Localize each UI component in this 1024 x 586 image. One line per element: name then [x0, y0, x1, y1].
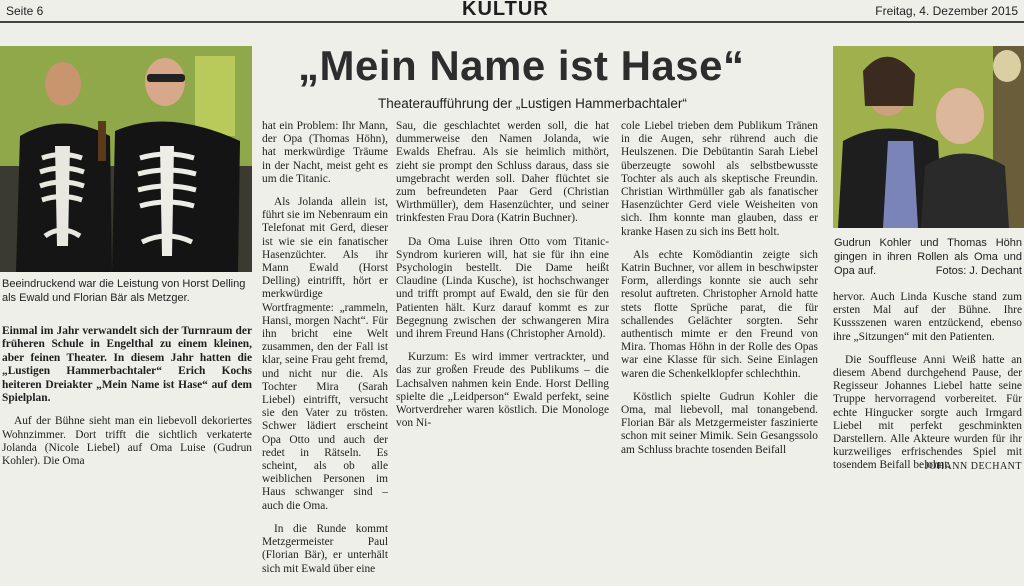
col4-paragraph-2: Als echte Komödiantin zeigte sich Katrin Buchner, vor allem in beschwipster Form, allerdings konnte sie auch sehr resolut auftreten. Christopher Arnold hatte stets flotte Sprüche parat, die für schallendes Gelächter sorgten. Sehr authentisch mimte er den Freund von Mira. Thomas Höhn in der Rolle des Opas war eine Klasse für sich. Seine Einlagen waren die Schenkelklopfer schlechthin.	[621, 248, 818, 380]
column-1	[2, 325, 252, 478]
oma-opa-image	[833, 46, 1024, 228]
column-2	[262, 120, 388, 586]
subheadline: Theateraufführung der „Lustigen Hammerbachtaler“	[378, 96, 687, 111]
photo-oma-opa	[833, 46, 1024, 228]
col1-paragraph-1: Auf der Bühne sieht man ein liebevoll dekoriertes Wohnzimmer. Dort trifft die sichtlich verkaterte Jolanda (Nicole Liebel) auf Oma Luise (Gudrun Kohler). Die Oma	[2, 415, 252, 468]
column-5	[833, 291, 1022, 473]
header-rule	[0, 21, 1024, 23]
col2-paragraph-1: hat ein Problem: Ihr Mann, der Opa (Thomas Höhn), hat merkwürdige Träume in der Nacht, meist geht es um die Titanic.	[262, 120, 388, 185]
col5-paragraph-1: hervor. Auch Linda Kusche stand zum ersten Mal auf der Bühne. Ihre Kussszenen waren entzückend, ebenso ihre „Sitzungen“ mit den Patienten.	[833, 291, 1022, 343]
skeleton-costumes-image	[0, 46, 252, 272]
column-3	[396, 120, 609, 440]
col5-paragraph-2: Die Souffleuse Anni Weiß hatte an diesem Abend durchgehend Pause, der Regisseur Johannes Liebel hatte seine Truppe hervorragend vorbereitet. Für echte Hingucker sorgte auch Irmgard Liebel mit perfekt geschminkten Darstellern. Alle Akteure wurden für ihr kurzweiliges erfrischendes Spiel mit tosendem Beifall belohnt.	[833, 353, 1022, 472]
col2-paragraph-3: In die Runde kommt Metzgermeister Paul (Florian Bär), er unterhält sich mit Ewald über eine	[262, 522, 388, 575]
caption-right-text: Gudrun Kohler und Thomas Höhn gingen in ihren Rollen als Oma und Opa auf.	[834, 237, 1022, 277]
section-title: KULTUR	[462, 0, 549, 20]
col3-paragraph-3: Kurzum: Es wird immer vertrackter, und das zur großen Freude des Publikums – die Lachsalven nahmen kein Ende. Horst Delling spielte die „Leidperson“ Ewald perfekt, seine Wortverdreher waren köstlich. Die Monologe von Ni-	[396, 351, 609, 430]
caption-left: Beeindruckend war die Leistung von Horst Delling als Ewald und Florian Bär als Metzger.	[2, 278, 246, 304]
page-number: Seite 6	[6, 4, 44, 18]
photo-credit: Fotos: J. Dechant	[935, 265, 1022, 277]
col4-paragraph-1: cole Liebel trieben dem Publikum Tränen in die Augen, sehr rührend auch die Heulszenen. Die Debütantin Sarah Liebel überzeugte sowohl als selbstbewusste Tochter als auch als skeptische Freundin. Christian Wirthmüller gab als fanatischer Hasenzüchter Gerd viele Weisheiten von sich. Ihm konnte man glauben, dass er kranke Hasen zu sich ins Bett holt.	[621, 120, 818, 238]
col2-paragraph-2: Als Jolanda allein ist, führt sie im Nebenraum ein Telefonat mit Gerd, dieser ist wie sie ein fanatischer Hasenzüchter. Als ihr Mann Ewald (Horst Delling) eintrifft, hört er merkwürdige Wortfragmente: „rammeln, Hansi, morgen Nacht“. Für ihn bricht eine Welt zusammen, den der Fall ist klar, seine Frau geht fremd, und nicht nur die. Als Tochter Mira (Sarah Liebel) eintrifft, versucht sie den Vater zu trösten. Schwer lädiert erscheint Opa Otto und auch der redet in Rätseln. Es scheint, als ob alle weiblichen Personen im Haus schwanger sind – auch die Oma.	[262, 196, 388, 512]
lead-paragraph: Einmal im Jahr verwandelt sich der Turnraum der früheren Schule in Engelthal zu einem kleinen, aber feinen Theater. In diesem Jahr hatten die „Lustigen Hammerbachtaler“ Erich Kochs heiteren Dreiakter „Mein Name ist Hase“ auf dem Spielplan.	[2, 325, 252, 405]
col4-paragraph-3: Köstlich spielte Gudrun Kohler die Oma, mal liebevoll, mal tonangebend. Florian Bär als Metzgermeister faszinierte schon mit seiner Mimik. Sein Gesangssolo am Schluss brachte tosenden Beifall	[621, 390, 818, 456]
issue-date: Freitag, 4. Dezember 2015	[875, 4, 1018, 18]
photo-skeleton-actors	[0, 46, 252, 272]
caption-right	[834, 236, 1022, 278]
headline: „Mein Name ist Hase“	[298, 42, 745, 89]
col3-paragraph-1: Sau, die geschlachtet werden soll, die hat dummerweise den Namen Jolanda, wie Ewalds Ehefrau. Als sie heimlich mithört, zieht sie prompt den Schluss daraus, dass sie umgebracht werden soll. Daher flüchtet sie zum befreundeten Paar Gerd (Christian Wirthmüller), dem Hasenzüchter, und seiner trinkfesten Frau Dora (Katrin Buchner).	[396, 120, 609, 225]
column-4	[621, 120, 818, 467]
col3-paragraph-2: Da Oma Luise ihren Otto vom Titanic-Syndrom kurieren will, hat sie für ihn eine Psychologin bestellt. Die Dame heißt Claudine (Linda Kusche), ist hochschwanger und trifft prompt auf Ewald, den sie für den Patienten hält. Kurz darauf kommt es zur Begegnung zwischen der schwangeren Mira und ihrem Freund Hans (Christopher Arnold).	[396, 235, 609, 341]
author-byline: JOHANN DECHANT	[924, 460, 1022, 472]
